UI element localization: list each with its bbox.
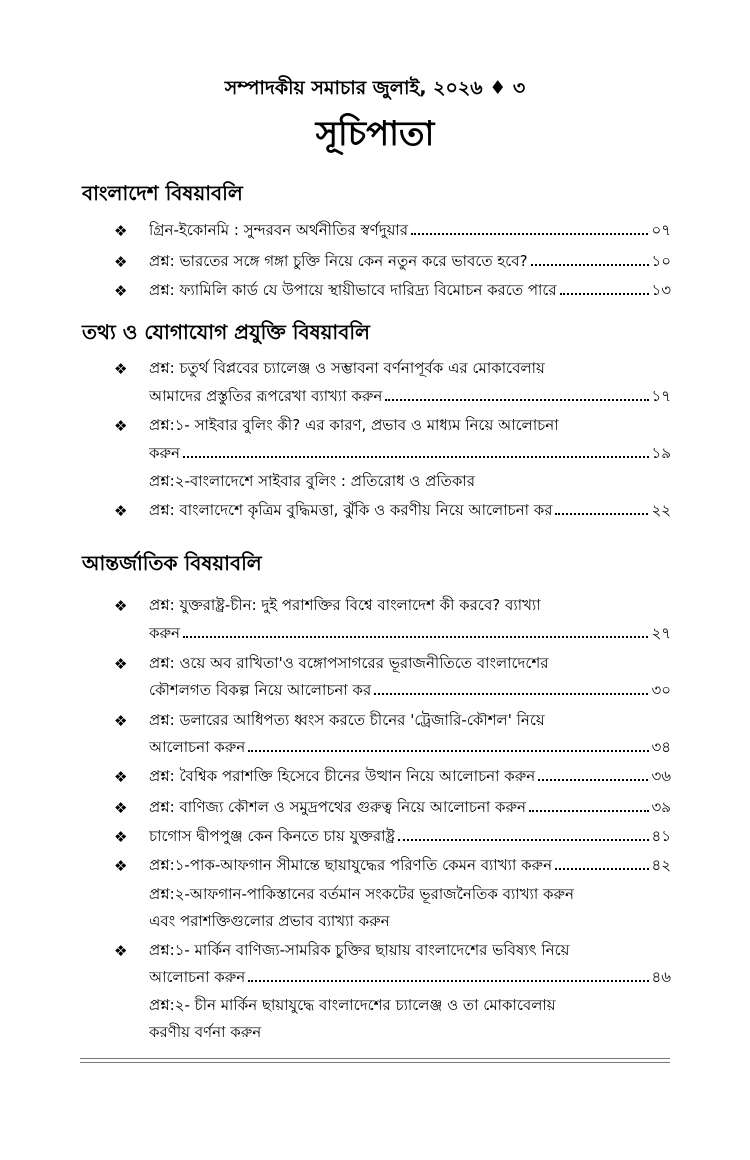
page-title: সূচিপাতা — [315, 114, 435, 154]
section-heading-international: আন্তর্জাতিক বিষয়াবলি — [82, 551, 262, 575]
toc-entry-line[interactable]: প্রশ্ন: ডলারের আধিপত্য ধ্বংস করতে চীনের 'ট্রেজারি-কৌশল' নিয়ে — [149, 711, 545, 729]
page-number: ৪১ — [651, 827, 671, 845]
toc-entry-text: প্রশ্ন:১-পাক-আফগান সীমান্তে ছায়াযুদ্ধের পরিণতি কেমন ব্যাখ্যা করুন — [149, 856, 553, 874]
page-number: ৪২ — [651, 856, 671, 874]
dot-leader — [248, 750, 648, 752]
footer-rule — [80, 1062, 670, 1063]
bullet-icon: ❖ — [114, 417, 128, 435]
footer-rule — [80, 1058, 670, 1059]
dot-leader — [411, 233, 648, 235]
page-number: ২২ — [651, 501, 671, 519]
bullet-icon: ❖ — [114, 768, 128, 786]
dot-leader — [538, 779, 648, 781]
dot-leader — [248, 980, 648, 982]
toc-entry-text: করুন — [149, 444, 180, 462]
bullet-icon: ❖ — [114, 712, 128, 730]
dot-leader — [531, 264, 649, 266]
toc-entry[interactable] — [149, 500, 671, 520]
running-header: সম্পাদকীয় সমাচার জুলাই, ২০২৬ ♦ ৩ — [224, 77, 526, 99]
toc-entry[interactable] — [149, 386, 671, 406]
bullet-icon: ❖ — [114, 360, 128, 378]
toc-entry-text: আলোচনা করুন — [149, 738, 246, 756]
page-number: ৩৬ — [651, 767, 671, 785]
bullet-icon: ❖ — [114, 942, 128, 960]
bullet-icon: ❖ — [114, 502, 128, 520]
toc-entry-text: গ্রিন-ইকোনমি : সুন্দরবন অর্থনীতির স্বর্ণদুয়ার — [149, 221, 409, 239]
toc-entry-text: প্রশ্ন: বৈশ্বিক পরাশক্তি হিসেবে চীনের উত্থান নিয়ে আলোচনা করুন — [149, 767, 536, 785]
toc-entry-line[interactable]: প্রশ্ন: যুক্তরাষ্ট্র-চীন: দুই পরাশক্তির বিশ্বে বাংলাদেশ কী করবে? ব্যাখ্যা — [149, 596, 541, 614]
page-number: ১৩ — [651, 281, 671, 299]
toc-entry-text: প্রশ্ন: বাণিজ্য কৌশল ও সমুদ্রপথের গুরুত্ব নিয়ে আলোচনা করুন — [149, 798, 526, 816]
dot-leader — [529, 810, 649, 812]
page-number: ১৯ — [651, 444, 671, 462]
toc-entry[interactable] — [149, 280, 671, 300]
toc-entry[interactable] — [149, 251, 671, 271]
page-number: ১৭ — [651, 387, 671, 405]
page-number: ৪৬ — [651, 968, 671, 986]
toc-entry[interactable] — [149, 967, 671, 987]
toc-entry-text: চাগোস দ্বীপপুঞ্জ কেন কিনতে চায় যুক্তরাষ্ট্র — [149, 827, 395, 845]
bullet-icon: ❖ — [114, 828, 128, 846]
dot-leader — [555, 868, 648, 870]
toc-entry-line[interactable]: এবং পরাশক্তিগুলোর প্রভাব ব্যাখ্যা করুন — [149, 912, 390, 930]
page-number: ৩০ — [651, 681, 671, 699]
toc-entry-line[interactable]: প্রশ্ন: ওয়ে অব রাখিতা'ও বঙ্গোপসাগরের ভূরাজনীতিতে বাংলাদেশের — [149, 654, 549, 672]
dot-leader — [374, 693, 648, 695]
toc-entry-text: প্রশ্ন: ভারতের সঙ্গে গঙ্গা চুক্তি নিয়ে কেন নতুন করে ভাবতে হবে? — [149, 252, 528, 270]
toc-entry-line[interactable]: প্রশ্ন: চতুর্থ বিপ্লবের চ্যালেঞ্জ ও সম্ভাবনা বর্ণনাপূর্বক এর মোকাবেলায় — [149, 359, 545, 377]
toc-entry-line[interactable]: করণীয় বর্ণনা করুন — [149, 1023, 262, 1041]
toc-entry-line[interactable]: প্রশ্ন:২- চীন মার্কিন ছায়াযুদ্ধে বাংলাদেশের চ্যালেঞ্জ ও তা মোকাবেলায় — [149, 996, 556, 1014]
dot-leader — [183, 456, 649, 458]
toc-entry-line[interactable]: প্রশ্ন:১- সাইবার বুলিং কী? এর কারণ, প্রভাব ও মাধ্যম নিয়ে আলোচনা — [149, 416, 559, 434]
bullet-icon: ❖ — [114, 282, 128, 300]
toc-entry-text: কৌশলগত বিকল্প নিয়ে আলোচনা কর — [149, 681, 372, 699]
toc-entry-line[interactable]: প্রশ্ন:১- মার্কিন বাণিজ্য-সামরিক চুক্তির ছায়ায় বাংলাদেশের ভবিষ্যৎ নিয়ে — [149, 941, 570, 959]
toc-entry-line[interactable]: প্রশ্ন:২-বাংলাদেশে সাইবার বুলিং : প্রতিরোধ ও প্রতিকার — [149, 472, 475, 490]
page-number: ১০ — [651, 252, 671, 270]
toc-entry[interactable] — [149, 766, 671, 786]
toc-entry[interactable] — [149, 737, 671, 757]
toc-entry-text: আলোচনা করুন — [149, 968, 246, 986]
bullet-icon: ❖ — [114, 253, 128, 271]
bullet-icon: ❖ — [114, 597, 128, 615]
toc-entry-text: প্রশ্ন: বাংলাদেশে কৃত্রিম বুদ্ধিমত্তা, ঝুঁকি ও করণীয় নিয়ে আলোচনা কর — [149, 501, 553, 519]
dot-leader — [183, 636, 649, 638]
page-number: ২৭ — [651, 624, 671, 642]
toc-entry[interactable] — [149, 220, 671, 240]
bullet-icon: ❖ — [114, 799, 128, 817]
dot-leader — [560, 293, 649, 295]
toc-entry[interactable] — [149, 855, 671, 875]
dot-leader — [398, 839, 649, 841]
page-number: ০৭ — [651, 221, 671, 239]
toc-entry-line[interactable]: প্রশ্ন:২-আফগান-পাকিস্তানের বর্তমান সংকটের ভূরাজনৈতিক ব্যাখ্যা করুন — [149, 885, 574, 903]
bullet-icon: ❖ — [114, 222, 128, 240]
toc-entry[interactable] — [149, 826, 671, 846]
dot-leader — [555, 513, 648, 515]
toc-entry[interactable] — [149, 443, 671, 463]
toc-entry[interactable] — [149, 623, 671, 643]
toc-entry-text: করুন — [149, 624, 180, 642]
toc-entry-text: আমাদের প্রস্তুতির রূপরেখা ব্যাখ্যা করুন — [149, 387, 383, 405]
bullet-icon: ❖ — [114, 857, 128, 875]
dot-leader — [385, 399, 648, 401]
toc-entry-text: প্রশ্ন: ফ্যামিলি কার্ড যে উপায়ে স্থায়ীভাবে দারিদ্র্য বিমোচন করতে পারে — [149, 281, 557, 299]
section-heading-ict: তথ্য ও যোগাযোগ প্রযুক্তি বিষয়াবলি — [82, 320, 370, 344]
toc-entry[interactable] — [149, 680, 671, 700]
section-heading-bangladesh: বাংলাদেশ বিষয়াবলি — [82, 181, 243, 205]
bullet-icon: ❖ — [114, 655, 128, 673]
page-number: ৩৪ — [651, 738, 671, 756]
page-number: ৩৯ — [651, 798, 671, 816]
toc-entry[interactable] — [149, 797, 671, 817]
